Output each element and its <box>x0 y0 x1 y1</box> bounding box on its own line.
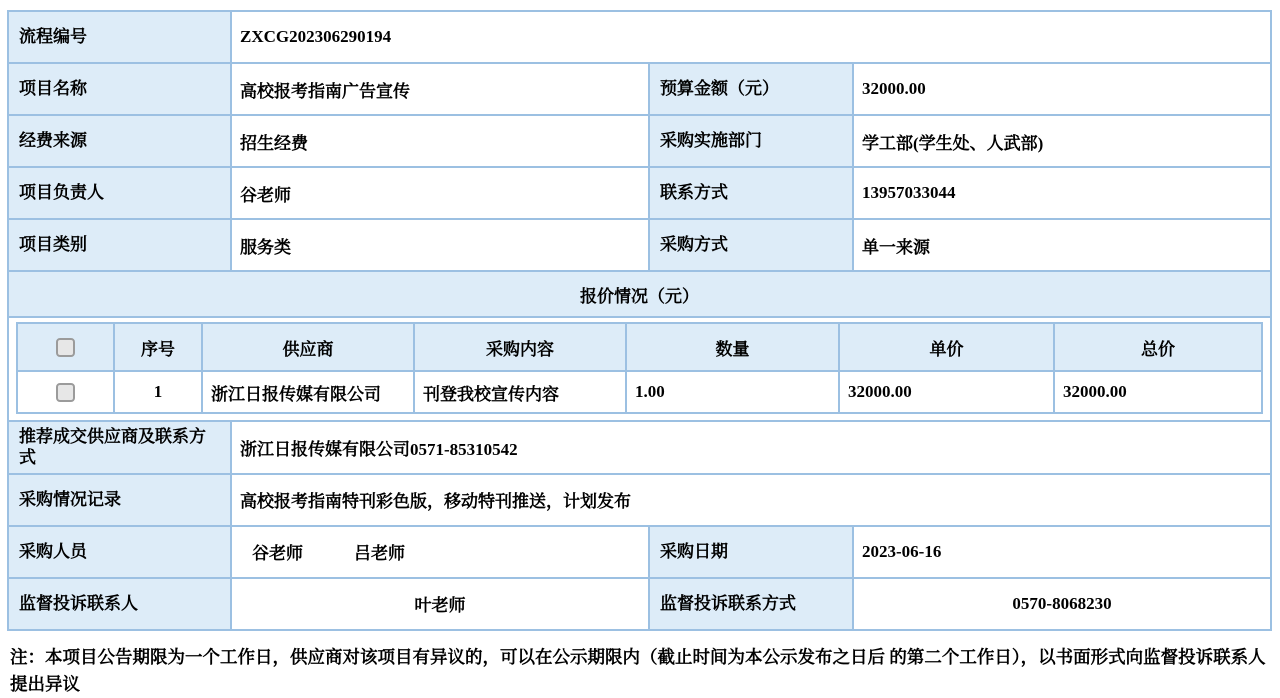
supervision-phone-label: 监督投诉联系方式 <box>649 578 853 630</box>
supervision-contact-value: 叶老师 <box>231 578 649 630</box>
recommended-supplier-label: 推荐成交供应商及联系方式 <box>8 421 231 474</box>
row-recommended-supplier <box>8 421 1271 474</box>
purchase-staff-label: 采购人员 <box>8 526 231 578</box>
purchase-staff-value: 谷老师 吕老师 <box>231 526 649 578</box>
row-project-category <box>8 219 1271 271</box>
process-number-value: ZXCG202306290194 <box>231 11 1271 63</box>
row-supervision-contact <box>8 578 1271 630</box>
contact-label: 联系方式 <box>649 167 853 219</box>
purchase-record-value: 高校报考指南特刊彩色版，移动特刊推送，计划发布 <box>231 474 1271 526</box>
funding-source-value: 招生经费 <box>231 115 649 167</box>
purchase-record-label: 采购情况记录 <box>8 474 231 526</box>
purchase-method-label: 采购方式 <box>649 219 853 271</box>
row-quote-title <box>8 271 1271 317</box>
process-number-label: 流程编号 <box>8 11 231 63</box>
project-leader-label: 项目负责人 <box>8 167 231 219</box>
row-process-number <box>8 11 1271 63</box>
purchasing-dept-label: 采购实施部门 <box>649 115 853 167</box>
purchase-date-label: 采购日期 <box>649 526 853 578</box>
col-header-seq: 序号 <box>114 323 202 371</box>
quote-content: 刊登我校宣传内容 <box>414 371 626 413</box>
announcement-note: 注：本项目公告期限为一个工作日，供应商对该项目有异议的，可以在公示期限内（截止时间为本公示发布之日后 的第二个工作日），以书面形式向监督投诉联系人提出异议 <box>10 646 1266 694</box>
project-leader-value: 谷老师 <box>231 167 649 219</box>
col-header-supplier: 供应商 <box>202 323 414 371</box>
contact-value: 13957033044 <box>853 167 1271 219</box>
purchasing-dept-value: 学工部(学生处、人武部) <box>853 115 1271 167</box>
quote-seq: 1 <box>114 371 202 413</box>
row-project-leader <box>8 167 1271 219</box>
col-header-content: 采购内容 <box>414 323 626 371</box>
project-name-value: 高校报考指南广告宣传 <box>231 63 649 115</box>
row-project-name <box>8 63 1271 115</box>
purchase-date-value: 2023-06-16 <box>853 526 1271 578</box>
row-purchase-staff <box>8 526 1271 578</box>
quote-qty: 1.00 <box>626 371 839 413</box>
quote-supplier: 浙江日报传媒有限公司 <box>202 371 414 413</box>
quote-unit-price: 32000.00 <box>839 371 1054 413</box>
col-header-total: 总价 <box>1054 323 1262 371</box>
supervision-phone-value: 0570-8068230 <box>853 578 1271 630</box>
supervision-contact-label: 监督投诉联系人 <box>8 578 231 630</box>
col-header-unit-price: 单价 <box>839 323 1054 371</box>
recommended-supplier-value: 浙江日报传媒有限公司0571-85310542 <box>231 421 1271 474</box>
quote-table <box>16 322 1263 414</box>
project-name-label: 项目名称 <box>8 63 231 115</box>
row-quote-table <box>8 317 1271 421</box>
row-funding-source <box>8 115 1271 167</box>
quote-row <box>17 371 1262 413</box>
purchase-method-value: 单一来源 <box>853 219 1271 271</box>
funding-source-label: 经费来源 <box>8 115 231 167</box>
col-header-qty: 数量 <box>626 323 839 371</box>
budget-value: 32000.00 <box>853 63 1271 115</box>
project-category-value: 服务类 <box>231 219 649 271</box>
project-category-label: 项目类别 <box>8 219 231 271</box>
quote-table-header-row <box>17 323 1262 371</box>
select-all-checkbox[interactable] <box>56 338 75 357</box>
budget-label: 预算金额（元） <box>649 63 853 115</box>
procurement-announcement-table <box>7 10 1272 631</box>
row-purchase-record <box>8 474 1271 526</box>
quote-section-title: 报价情况（元） <box>8 271 1271 317</box>
row-checkbox[interactable] <box>56 383 75 402</box>
quote-total: 32000.00 <box>1054 371 1262 413</box>
